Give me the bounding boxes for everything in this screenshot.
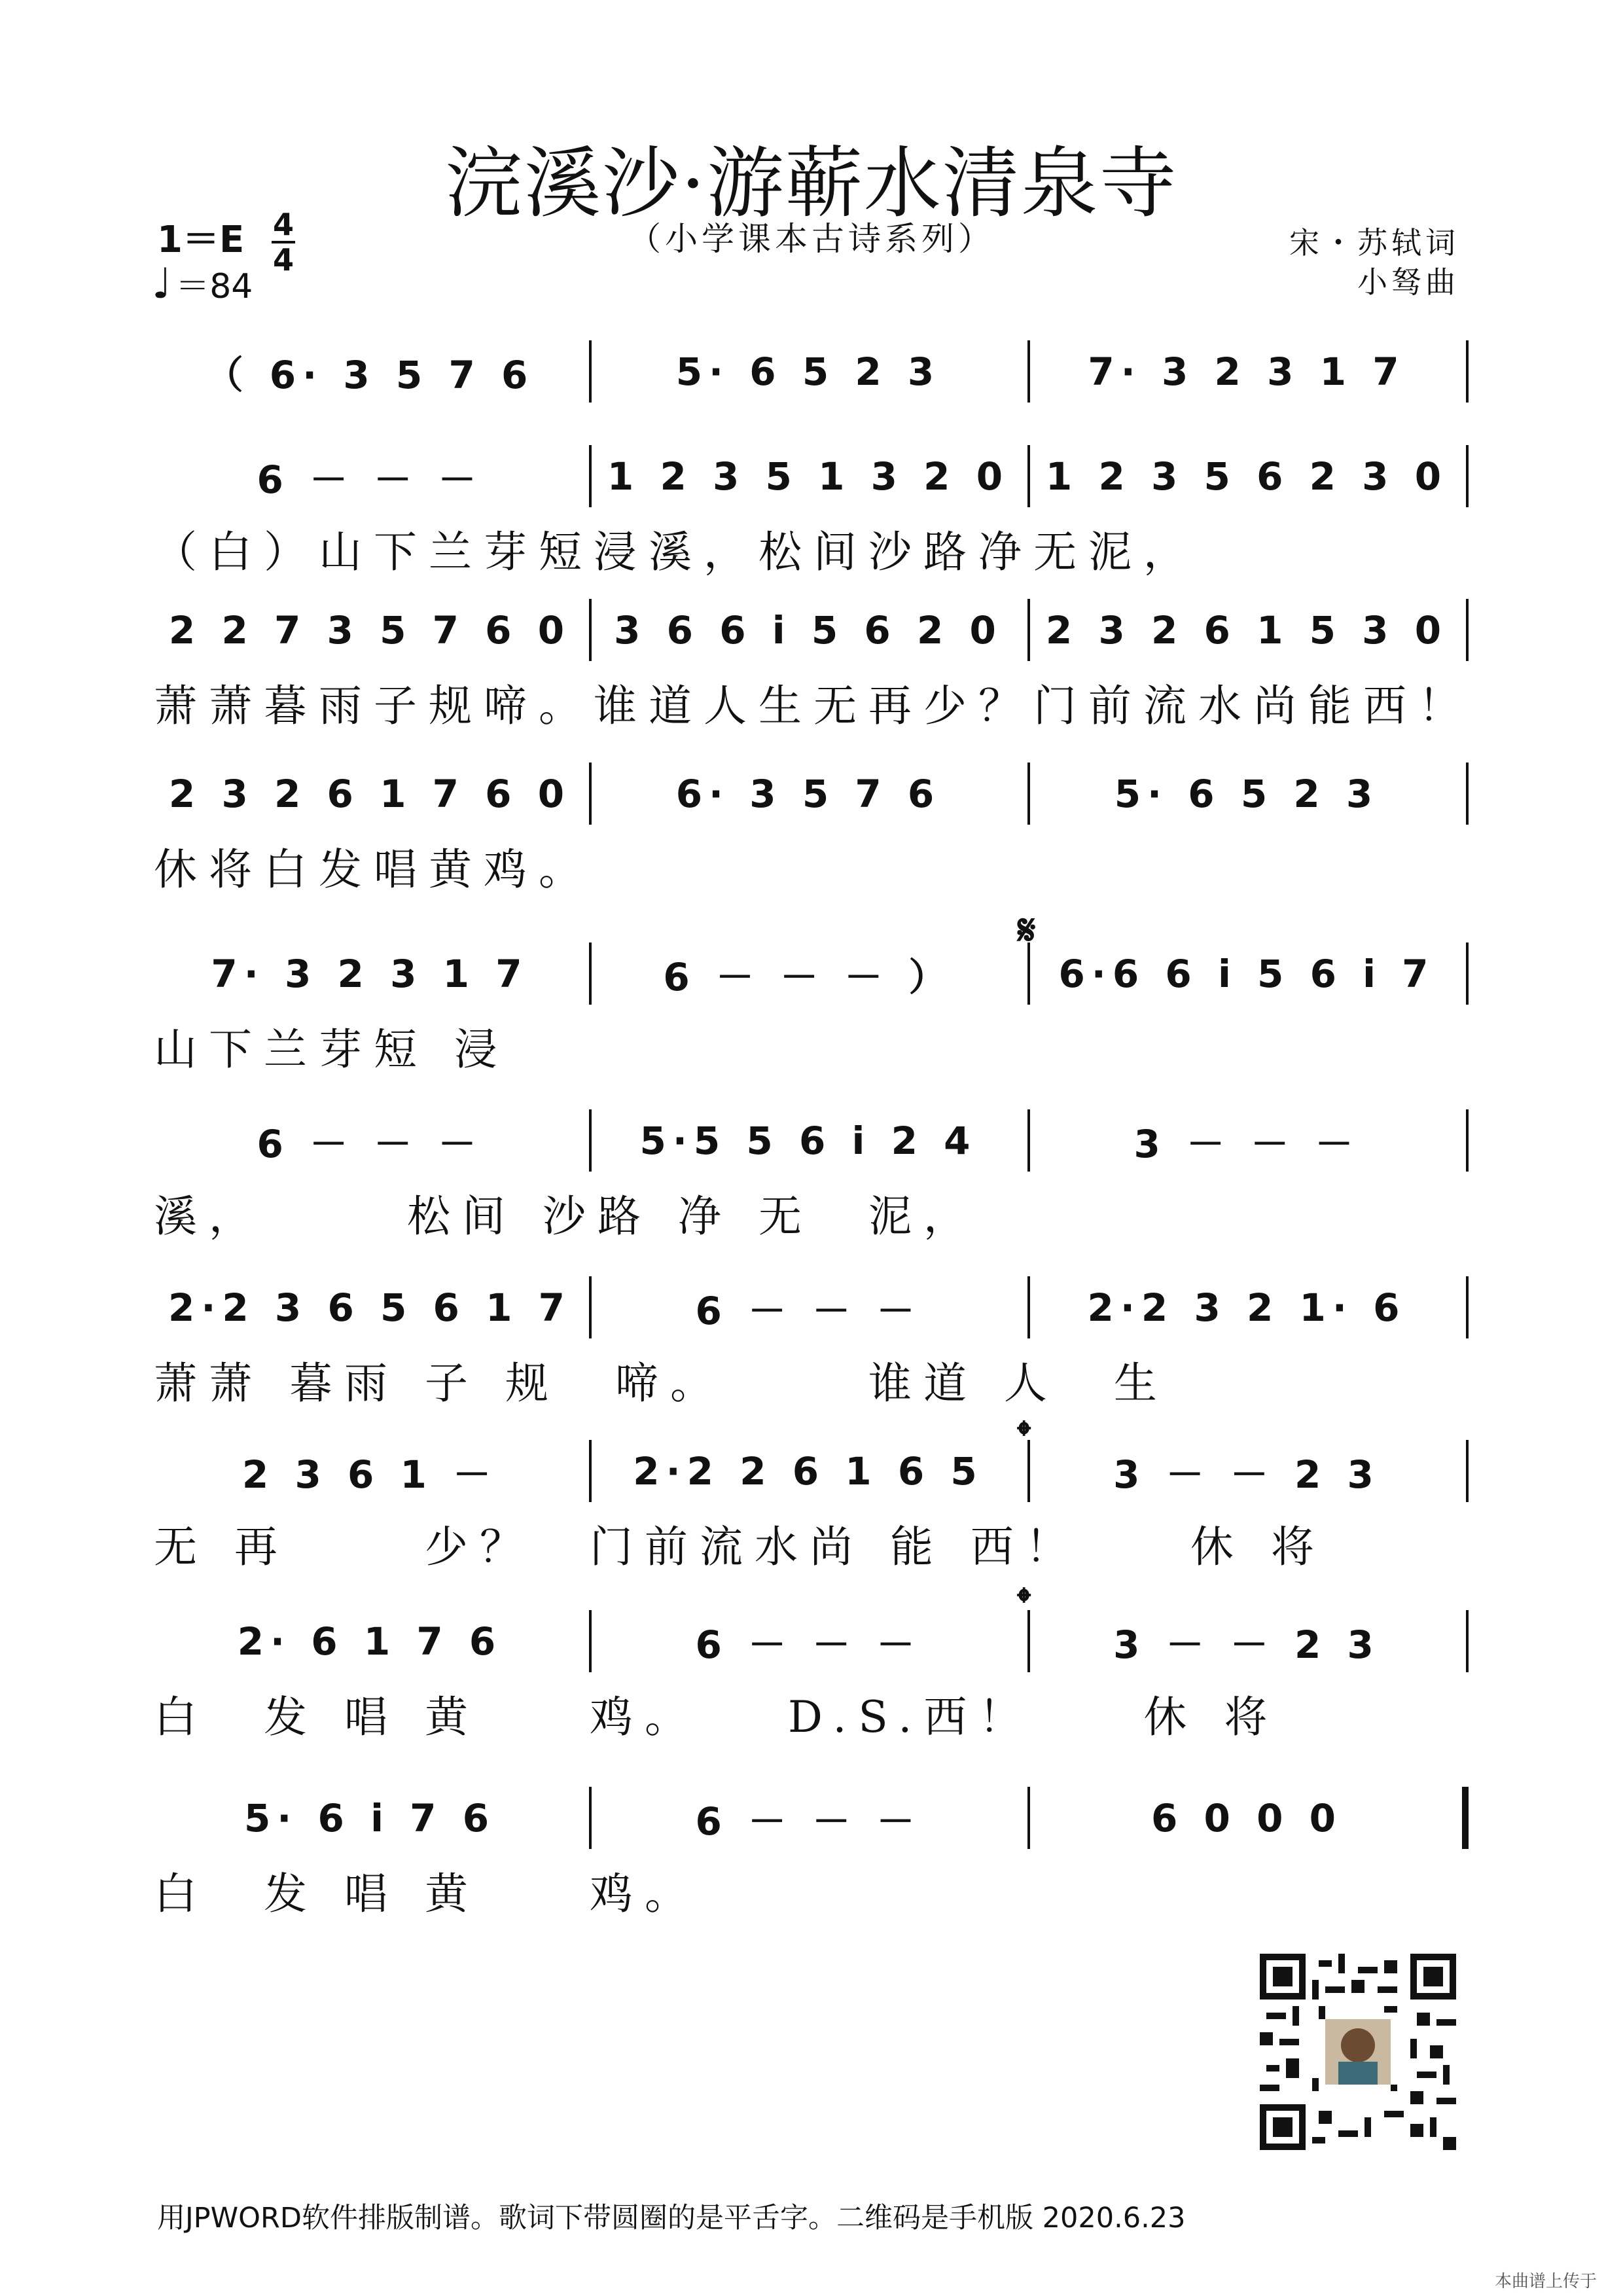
- barline: [589, 1440, 592, 1502]
- barline: [1027, 599, 1030, 661]
- score-line: [151, 599, 1472, 677]
- measure: 1 2 3 5 6 2 3 0: [1045, 454, 1448, 499]
- lyric-line: 休将白发唱黄鸡。: [154, 844, 594, 895]
- score-line: [151, 1276, 1472, 1355]
- coda-icon-1: 𝄌: [1018, 1414, 1031, 1456]
- poet-credit: 宋・苏轼词: [1289, 225, 1459, 260]
- score-line: [151, 1109, 1472, 1188]
- coda-icon-2: 𝄌: [1018, 1581, 1031, 1623]
- measure: 3 6 6 i 5 6 2 0: [614, 607, 1003, 653]
- score-line: [151, 1787, 1472, 1865]
- measure: 6 0 0 0: [1150, 1795, 1342, 1840]
- barline: [1466, 1276, 1469, 1338]
- measure: 6 － － －: [257, 1121, 483, 1166]
- lyric-line: （白）山下兰芽短浸溪，松间沙路净无泥，: [154, 527, 1198, 577]
- barline: [589, 1276, 592, 1338]
- barline: [589, 599, 592, 661]
- lyric-line: 山下兰芽短 浸: [154, 1024, 509, 1075]
- barline: [1027, 445, 1030, 507]
- barline: [1027, 1787, 1030, 1849]
- barline: [589, 942, 592, 1005]
- score-line: [151, 340, 1472, 419]
- key-signature: 1＝E: [157, 219, 245, 261]
- barline: [1466, 942, 1469, 1005]
- measure: 2· 6 1 7 6: [237, 1619, 503, 1664]
- measure: （ 6· 3 5 7 6: [205, 352, 535, 397]
- barline: [589, 1610, 592, 1672]
- measure: 3 － － 2 3: [1113, 1452, 1380, 1497]
- composer-credit: 小驽曲: [1357, 264, 1459, 300]
- score-line: [151, 1610, 1472, 1689]
- segno-icon: 𝄋: [1018, 906, 1036, 955]
- measure: 2 3 2 6 1 7 6 0: [168, 771, 571, 816]
- measure: 2·2 3 6 5 6 1 7: [168, 1285, 572, 1330]
- barline: [589, 1787, 592, 1849]
- measure: 7· 3 2 3 1 7: [211, 951, 529, 996]
- measure: 5· 6 5 2 3: [1114, 771, 1380, 816]
- measure: 6 － － －: [695, 1288, 921, 1333]
- barline: [1027, 340, 1030, 403]
- barline: [1466, 762, 1469, 825]
- page-subtitle: （小学课本古诗系列）: [628, 220, 995, 258]
- barline: [1466, 1610, 1469, 1672]
- score-line: [151, 445, 1472, 524]
- quarter-note-icon: ♩: [152, 260, 172, 308]
- barline: [1466, 599, 1469, 661]
- tempo-value: ＝84: [175, 267, 253, 306]
- time-sig-bottom: 4: [272, 242, 294, 278]
- barline: [589, 762, 592, 825]
- watermark: 本曲谱上传于: [1494, 2272, 1597, 2291]
- measure: 7· 3 2 3 1 7: [1088, 349, 1406, 394]
- barline: [589, 340, 592, 403]
- measure: 2 2 7 3 5 7 6 0: [168, 607, 571, 653]
- measure: 2·2 2 6 1 6 5: [633, 1448, 984, 1494]
- measure: 6 － － － ）: [663, 954, 954, 999]
- barline: [1462, 1787, 1469, 1849]
- lyric-line: 溪， 松间 沙路 净 无 泥，: [154, 1191, 978, 1242]
- lyric-line: 白 发 唱 黄 鸡。 D.S.西！ 休 将: [154, 1692, 1279, 1742]
- measure: 2·2 3 2 1· 6: [1087, 1285, 1406, 1330]
- barline: [1466, 1109, 1469, 1172]
- measure: 6·6 6 i 5 6 i 7: [1058, 951, 1435, 996]
- score-line: [151, 1440, 1472, 1518]
- measure: 1 2 3 5 1 3 2 0: [607, 454, 1010, 499]
- page-title: 浣溪沙·游蕲水清泉寺: [445, 138, 1178, 228]
- measure: 6 － － －: [695, 1799, 921, 1844]
- time-signature: [272, 208, 295, 276]
- measure: 6· 3 5 7 6: [675, 771, 941, 816]
- time-sig-top: 4: [272, 207, 294, 242]
- barline: [589, 445, 592, 507]
- barline: [1027, 1276, 1030, 1338]
- qr-code[interactable]: [1260, 1954, 1456, 2150]
- barline: [1466, 1440, 1469, 1502]
- measure: 2 3 6 1 －: [241, 1452, 498, 1497]
- lyric-line: 白 发 唱 黄 鸡。: [154, 1869, 700, 1919]
- lyric-line: 无 再 少？ 门前流水尚 能 西！ 休 将: [154, 1522, 1326, 1572]
- measure: 2 3 2 6 1 5 3 0: [1045, 607, 1448, 653]
- barline: [1466, 445, 1469, 507]
- lyric-line: 萧萧 暮雨 子 规 啼。 谁道 人 生: [154, 1358, 1169, 1408]
- barline: [1027, 1109, 1030, 1172]
- measure: 5· 6 i 7 6: [243, 1795, 496, 1840]
- measure: 6 － － －: [257, 457, 483, 502]
- measure: 5· 6 5 2 3: [675, 349, 941, 394]
- score-line: [151, 942, 1472, 1021]
- score-line: [151, 762, 1472, 841]
- barline: [589, 1109, 592, 1172]
- barline: [1466, 340, 1469, 403]
- measure: 5·5 5 6 i 2 4: [639, 1118, 977, 1163]
- measure: 6 － － －: [695, 1622, 921, 1667]
- tempo-marking: [152, 259, 253, 308]
- footer-note: 用JPWORD软件排版制谱。歌词下带圆圈的是平舌字。二维码是手机版 2020.6.23: [157, 2202, 1186, 2234]
- measure: 3 － － 2 3: [1113, 1622, 1380, 1667]
- barline: [1027, 762, 1030, 825]
- measure: 3 － － －: [1133, 1121, 1360, 1166]
- lyric-line: 萧萧暮雨子规啼。谁道人生无再少？门前流水尚能西！: [154, 681, 1473, 731]
